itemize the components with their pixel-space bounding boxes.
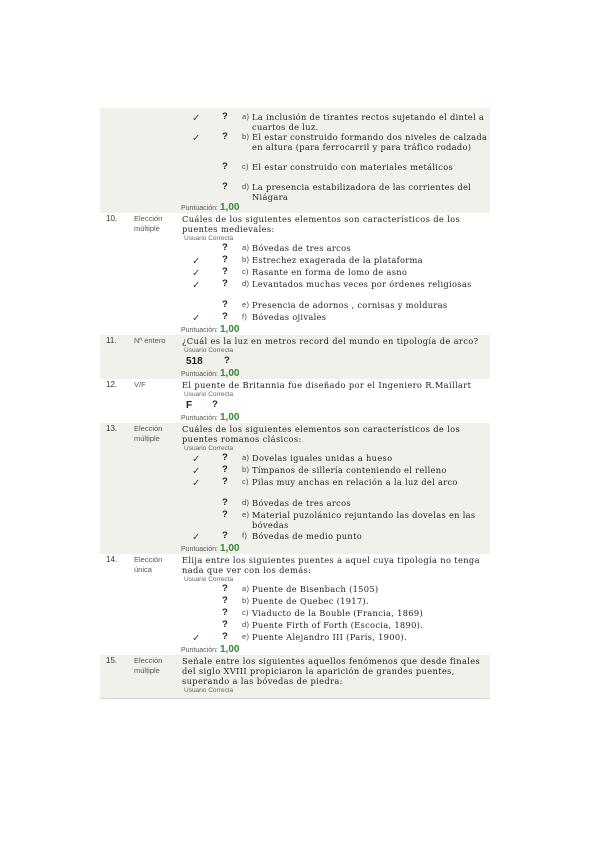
question-mark-icon: ? [222, 607, 229, 618]
question-text: Cuáles de los siguientes elementos son característicos de los puentes romanos clásicos: [182, 424, 461, 444]
option-d: ? d) La presencia estabilizadora de las corrientes del Niágara [222, 181, 472, 202]
score: Puntuación: 1,00 [181, 324, 240, 335]
question-type: Elección múltiple [134, 656, 163, 675]
checkmark-icon: ✓ [192, 268, 201, 279]
question-mark-icon: ? [222, 464, 229, 475]
user-answer: 518 ? [186, 355, 230, 367]
option-a: ? a) Puente de Bisenbach (1505) [222, 583, 379, 594]
option-e: ✓ ? e) Puente Alejandro III (París, 1900). [192, 631, 407, 644]
question-mark-icon: ? [222, 242, 229, 253]
option-c: ✓ ? c) Rasante en forma de lomo de asno [192, 266, 408, 279]
question-mark-icon: ? [222, 181, 229, 192]
option-b: ✓ ? b) Tímpanos de sillería conteniendo el relleno [192, 464, 447, 477]
question-11 [100, 335, 490, 379]
question-number: 14. [106, 555, 118, 564]
question-15 [100, 655, 490, 698]
answer-header: Usuario Correcta [184, 347, 234, 354]
question-12 [100, 379, 490, 423]
question-mark-icon: ? [222, 299, 229, 310]
score: Puntuación: 1,00 [181, 368, 240, 379]
question-mark-icon: ? [222, 619, 229, 630]
option-b: ✓ ? b) Estrechez exagerada de la plataforma [192, 254, 423, 267]
checkmark-icon: ✓ [192, 478, 201, 489]
option-c: ✓ ? c) Pilas muy anchas en relación a la luz del arco [192, 476, 458, 489]
option-e: ? e) Presencia de adornos , cornisas y molduras [222, 299, 448, 310]
question-mark-icon: ? [222, 583, 229, 594]
question-mark-icon: ? [222, 111, 229, 122]
answer-header: Usuario Correcta [184, 576, 234, 583]
question-text: El puente de Britannia fue diseñado por el Ingeniero R.Maillart [182, 380, 472, 390]
question-mark-icon: ? [222, 452, 229, 463]
question-mark-icon: ? [222, 131, 229, 142]
option-a: ? a) Bóvedas de tres arcos [222, 242, 351, 253]
question-number: 11. [106, 336, 117, 345]
score: Puntuación: 1,00 [181, 202, 240, 213]
option-a: ✓ ? a) La inclusión de tirantes rectos sujetando el dintel a cuartos de luz. [192, 111, 485, 132]
question-mark-icon: ? [222, 278, 229, 289]
question-mark-icon: ? [222, 254, 229, 265]
question-type: Nº entero [134, 336, 166, 345]
question-mark-icon: ? [212, 399, 218, 410]
score: Puntuación: 1,00 [181, 644, 240, 655]
question-number: 12. [106, 380, 118, 389]
question-mark-icon: ? [222, 266, 229, 277]
question-mark-icon: ? [222, 476, 229, 487]
question-text: Elija entre los siguientes puentes a aquel cuya tipología no tenga nada que ver con los demás: [182, 555, 480, 575]
answer-header: Usuario Correcta [184, 235, 234, 242]
question-mark-icon: ? [222, 161, 229, 172]
question-13 [100, 423, 490, 554]
question-type: V/F [134, 380, 146, 389]
question-14 [100, 554, 490, 655]
question-type: Elección única [134, 555, 163, 574]
checkmark-icon: ✓ [192, 280, 201, 291]
checkmark-icon: ✓ [192, 466, 201, 477]
user-answer: F ? [186, 399, 218, 411]
option-d: ? d) Bóvedas de tres arcos [222, 497, 351, 508]
option-c: ? c) El estar construido con materiales metálicos [222, 161, 454, 172]
option-f: ✓ ? f) Bóvedas ojivales [192, 311, 327, 324]
option-d: ? d) Puente Firth of Forth (Escocia, 1890). [222, 619, 424, 630]
answer-header: Usuario Correcta [184, 445, 234, 452]
answer-header: Usuario Correcta [184, 391, 234, 398]
checkmark-icon: ✓ [192, 532, 201, 543]
question-type: Elección múltiple [134, 214, 163, 233]
question-number: 10. [106, 214, 118, 223]
question-text: Señale entre los siguientes aquellos fenómenos que desde finales del siglo XVIII propiciaron la aparición de grandes puentes, superando a las bóvedas de piedra: [182, 656, 481, 686]
checkmark-icon: ✓ [192, 113, 201, 124]
question-text: Cuáles de los siguientes elementos son característicos de los puentes medievales: [182, 214, 461, 234]
question-mark-icon: ? [222, 497, 229, 508]
checkmark-icon: ✓ [192, 256, 201, 267]
question-number: 15. [106, 656, 118, 665]
option-b: ✓ ? b) El estar construido formando dos niveles de calzada en altura (para ferrocarril y para tráfico rodado) [192, 131, 488, 152]
score: Puntuación: 1,00 [181, 412, 240, 423]
question-mark-icon: ? [222, 530, 229, 541]
question-mark-icon: ? [222, 595, 229, 606]
option-b: ? b) Puente de Quebec (1917). [222, 595, 369, 606]
answer-header: Usuario Correcta [184, 687, 234, 694]
question-mark-icon: ? [222, 631, 229, 642]
question-type: Elección múltiple [134, 424, 163, 443]
question-9 [100, 108, 490, 213]
option-e: ? e) Material puzolánico rejuntando las dovelas en las bóvedas [222, 509, 476, 530]
question-text: ¿Cuál es la luz en metros record del mundo en tipología de arco? [182, 336, 479, 346]
option-a: ✓ ? a) Dovelas iguales unidas a hueso [192, 452, 393, 465]
question-number: 13. [106, 424, 118, 433]
question-mark-icon: ? [222, 311, 229, 322]
checkmark-icon: ✓ [192, 633, 201, 644]
question-mark-icon: ? [222, 509, 229, 520]
checkmark-icon: ✓ [192, 454, 201, 465]
question-10 [100, 213, 490, 335]
score: Puntuación: 1,00 [181, 543, 240, 554]
checkmark-icon: ✓ [192, 133, 201, 144]
option-d: ✓ ? d) Levantados muchas veces por órdenes religiosas [192, 278, 472, 291]
option-c: ? c) Viaducto de la Bouble (Francia, 1869) [222, 607, 423, 618]
divider [100, 698, 490, 699]
question-mark-icon: ? [224, 355, 230, 366]
option-f: ✓ ? f) Bóvedas de medio punto [192, 530, 363, 543]
checkmark-icon: ✓ [192, 313, 201, 324]
quiz-results [100, 108, 490, 699]
